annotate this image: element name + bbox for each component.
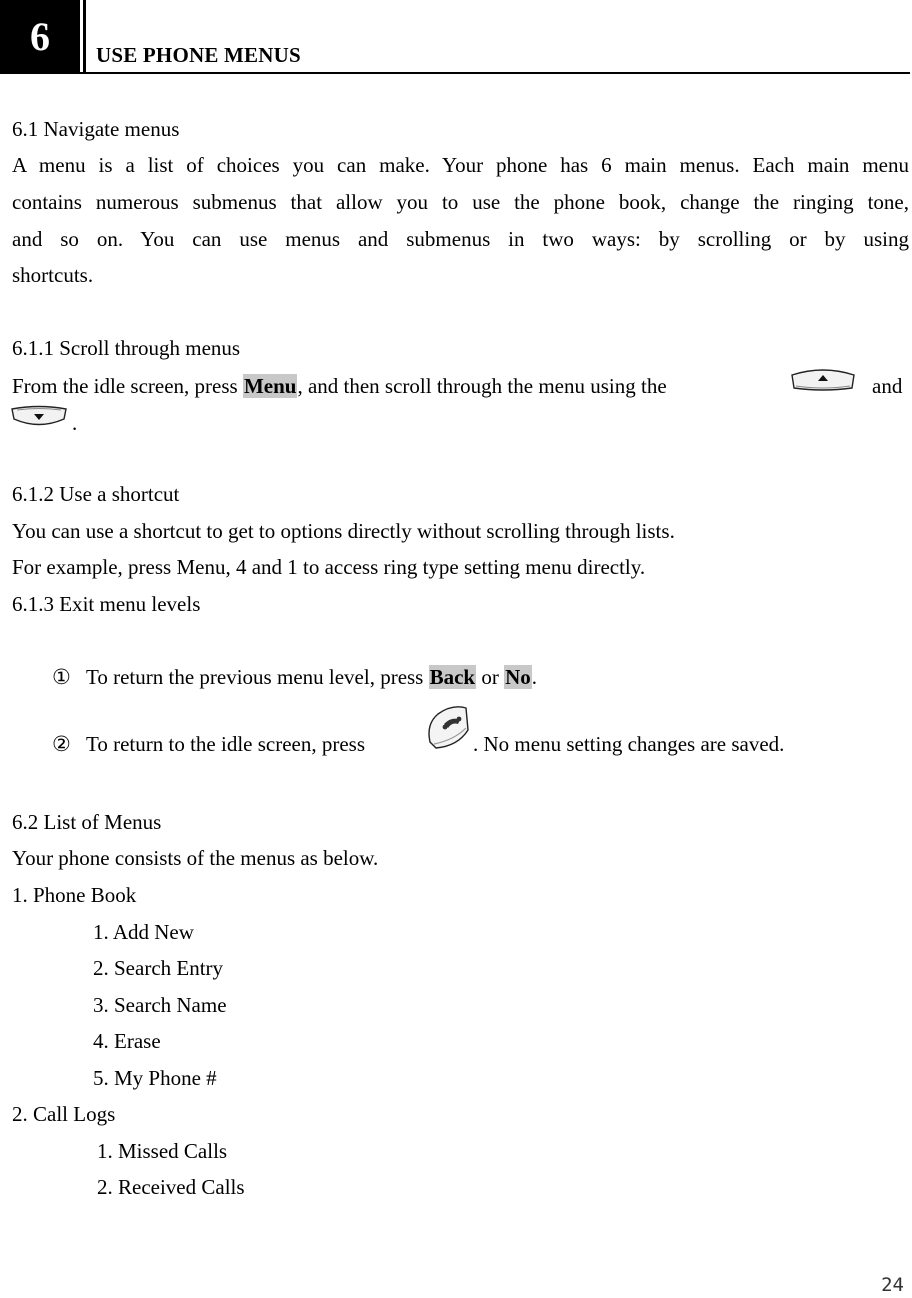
back-key-label: Back: [429, 665, 476, 689]
page-number: 24: [881, 1274, 904, 1296]
shortcut-line-2: For example, press Menu, 4 and 1 to access ring type setting menu directly.: [12, 555, 646, 579]
menu-item: 5. My Phone #: [93, 1066, 217, 1090]
menu-item: 4. Erase: [93, 1029, 161, 1053]
menu-title-call-logs: 2. Call Logs: [12, 1102, 116, 1126]
chapter-number: 6: [30, 13, 50, 59]
menu-item: 1. Add New: [93, 920, 194, 944]
exit-item-1-end: .: [531, 665, 538, 689]
exit-item-2-pre: To return to the idle screen, press: [86, 732, 366, 756]
menu-item: 3. Search Name: [93, 993, 227, 1017]
exit-item-1-marker: ①: [52, 665, 71, 689]
section-6-1-2-heading: 6.1.2 Use a shortcut: [12, 482, 180, 506]
section-6-1-1-heading: 6.1.1 Scroll through menus: [12, 336, 241, 360]
exit-item-2-marker: ②: [52, 732, 71, 756]
exit-item-1-or: or: [476, 665, 505, 689]
section-6-1-para-line-2: contains numerous submenus that allow you to use the phone book, change the ringing tone,: [12, 190, 909, 214]
and-text: and: [872, 374, 903, 398]
exit-item-2-post: . No menu setting changes are saved.: [473, 732, 785, 756]
section-6-1-para-line-4: shortcuts.: [12, 263, 94, 287]
exit-item-2: [52, 731, 365, 758]
up-navigation-key-icon: [790, 366, 856, 392]
menu-item: 2. Search Entry: [93, 956, 224, 980]
chapter-title: USE PHONE MENUS: [96, 43, 301, 67]
chapter-number-box: [0, 0, 80, 73]
exit-item-1: [52, 664, 537, 691]
section-6-1-3-heading: 6.1.3 Exit menu levels: [12, 592, 201, 616]
menu-title-phone-book: 1. Phone Book: [12, 883, 137, 907]
section-6-1-para-line-1: A menu is a list of choices you can make. Your phone has 6 main menus. Each main menu: [12, 153, 909, 177]
scroll-instruction-line: [12, 373, 667, 400]
scroll-instruction-post: , and then scroll through the menu using the: [297, 374, 667, 398]
menu-item: 1. Missed Calls: [97, 1139, 228, 1163]
shortcut-line-1: You can use a shortcut to get to options directly without scrolling through lists.: [12, 519, 675, 543]
header-rule: [0, 72, 910, 74]
exit-item-1-pre: To return the previous menu level, press: [86, 665, 429, 689]
menu-list-intro: Your phone consists of the menus as below.: [12, 846, 379, 870]
section-6-1-heading: 6.1 Navigate menus: [12, 117, 180, 141]
end-call-key-icon: [422, 702, 472, 752]
down-navigation-key-icon: [10, 404, 68, 430]
section-6-1-para-line-3: and so on. You can use menus and submenus in two ways: by scrolling or by using: [12, 227, 909, 251]
scroll-instruction-period: .: [72, 411, 78, 435]
menu-item: 2. Received Calls: [97, 1175, 245, 1199]
section-6-2-heading: 6.2 List of Menus: [12, 810, 162, 834]
scroll-instruction-pre: From the idle screen, press: [12, 374, 243, 398]
no-key-label: No: [505, 665, 531, 689]
menu-key-label: Menu: [243, 374, 297, 398]
